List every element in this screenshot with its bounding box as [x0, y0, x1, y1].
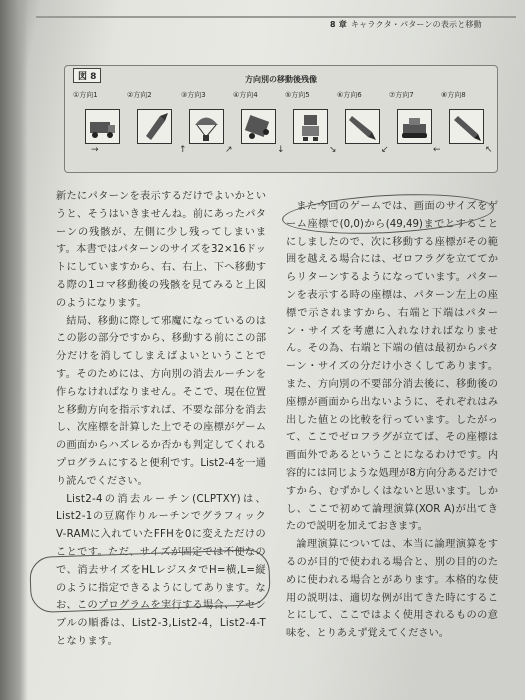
text-line: その範囲を越える場合には、ゼロフラグを — [286, 236, 498, 266]
pattern-box-6 — [345, 109, 380, 144]
text-line: へ移動する際の1コマ移動後の残骸を見て — [56, 262, 267, 291]
pattern-box-8 — [449, 109, 484, 144]
text-line: 結局、移動に際して邪魔になっているの — [66, 315, 256, 327]
pattern-box-1 — [85, 109, 120, 144]
figure-direction-afterimages — [64, 65, 498, 173]
text-line: 的な使用の説明は、適切な例が出てきた時 — [286, 574, 499, 604]
text-line: こで初めて論理演算(XOR A)が出てきたの — [286, 503, 498, 533]
text-line: してあります。なお、このプログラムを実 — [56, 582, 266, 612]
running-header — [330, 19, 482, 30]
text-line: むずかしくはないと思います。しかし、こ — [286, 485, 499, 515]
arrow-icon-3: ↗ — [225, 145, 233, 155]
parachute-sprite-icon — [190, 110, 223, 143]
pattern-box-4 — [241, 109, 276, 144]
right-para-2 — [286, 536, 498, 643]
text-line: List2-1の豆腐作りルーチンでグラフィッ — [56, 511, 256, 523]
direction-label-3: ③方向3 — [181, 91, 206, 99]
text-line: ように、それぞれはみ出した値との比較を — [286, 396, 499, 426]
direction-label-6: ⑥方向6 — [337, 91, 362, 99]
text-line: List2-4の消去ルーチン(CLPTXY)は、 — [66, 493, 266, 505]
text-line: チンを作らなければなりません。そこで、 — [56, 368, 266, 398]
robot-sprite-icon — [294, 110, 327, 143]
text-line: パターンの残骸が、左側に少し残ってしま — [56, 208, 266, 238]
handwritten-circle-annotation — [29, 546, 271, 613]
arrow-icon-6: ↙ — [381, 145, 389, 155]
direction-label-1: ①方向1 — [73, 91, 98, 99]
text-line: するのが目的で使われる場合と、別の目的 — [286, 539, 498, 568]
pattern-box-3 — [189, 109, 224, 144]
right-para-1 — [286, 198, 498, 536]
pattern-box-7 — [397, 109, 432, 144]
direction-label-8: ⑧方向8 — [441, 91, 466, 99]
text-line: いうと、そうはいきませんね。前にあった — [56, 191, 266, 220]
arrow-icon-5: ↘ — [329, 145, 337, 155]
truck-sprite-icon — [86, 110, 119, 143]
text-line: クV-RAMに入れていたFFHを0に変え — [56, 511, 266, 541]
text-line: ゲーム座標で(0,0)から(49,49)までとする — [286, 201, 498, 230]
tank-sprite-icon — [398, 110, 431, 143]
text-line: にすることにして、ここではよく使用され — [286, 592, 499, 622]
figure-label: 図 8 — [73, 68, 101, 83]
text-line: 端はパターン・サイズを考慮に入れなけれ — [286, 307, 499, 337]
text-line: はこの影の部分ですから、移動する前にこ — [56, 315, 266, 345]
text-line: ような処理が8方向分あるだけですから、 — [286, 467, 498, 497]
direction-label-4: ④方向4 — [233, 91, 258, 99]
text-line: は不便なので、消去サイズをHLレジスタ — [56, 546, 267, 576]
text-line: くしてあります。また、方向別の不要部分 — [286, 361, 499, 390]
text-line: 行する場合、アセンブルの順番は、List2-3, — [56, 600, 266, 630]
text-line: みると上図のようになります。 — [56, 279, 267, 309]
arrow-icon-4: ↓ — [277, 145, 285, 155]
book-spine-shadow — [0, 0, 28, 700]
left-para-2 — [56, 313, 266, 491]
text-line: のために使われる場合とがあります。本格 — [286, 556, 499, 586]
text-line: 16ドットにしていますから、右、右上、下 — [56, 244, 266, 274]
text-line: ばなりません。その為、右端と下端の値 — [286, 325, 498, 355]
arrow-icon-2: ↑ — [179, 145, 187, 155]
text-line: 新たにパターンを表示するだけでよいかと — [56, 191, 256, 202]
pattern-box-5 — [293, 109, 328, 144]
direction-label-7: ⑦方向7 — [389, 91, 414, 99]
text-line: の部分だけを消してしまえばよいというこ — [56, 333, 267, 363]
text-line: また今回のゲームでは、画面のサイズを — [296, 201, 488, 212]
direction-label-2: ②方向2 — [127, 91, 152, 99]
arrow-icon-8: ↖ — [485, 145, 493, 155]
chapter-number: 8 章 — [330, 20, 347, 29]
text-line: でH=横,L=縦のように指定できるように — [56, 564, 266, 594]
text-line: 立ててからリターンするようになっていま — [286, 254, 499, 284]
text-line: います。本書ではパターンのサイズを32× — [56, 226, 267, 256]
text-line: List2-4，List2-4-Tとなります。 — [56, 618, 266, 647]
text-line: す。List2-4を一通り読んでください。 — [56, 457, 266, 487]
direction-label-5: ⑤方向5 — [285, 91, 310, 99]
left-para-1 — [56, 188, 266, 313]
pencil-sprite-icon — [450, 110, 483, 143]
vehicle-sprite-icon — [242, 110, 275, 143]
rocket-sprite-icon — [138, 110, 171, 143]
text-line: るものの意味を、とりあえず覚えてください。 — [286, 610, 498, 640]
text-line: 部分を消去し、次座標を計算した上でその — [56, 404, 267, 434]
text-line: 判定してくれるプログラムにすると便利で — [56, 440, 267, 469]
text-line: いうことになるわけです。内容的には同じ — [286, 450, 499, 479]
header-rule — [36, 16, 516, 18]
text-line: 論理演算については、本当に論理演算を — [296, 539, 488, 551]
figure-title: 方向別の移動後残像 — [245, 75, 317, 84]
chapter-title: キャラクタ・パターンの表示と移動 — [350, 20, 482, 29]
text-line: 座標がゲームの画面からハズレるか否かも — [56, 422, 267, 452]
text-line: 現在位置と移動方向を指示すれば、不要な — [56, 386, 266, 416]
pattern-box-2 — [137, 109, 172, 144]
arrow-icon-7: ← — [433, 145, 441, 155]
text-line: 消去後に、移動後の座標が画面から出ない — [286, 378, 499, 408]
arrow-icon-1: → — [91, 145, 99, 155]
text-line: 行っています。したがって、ここでゼロ — [286, 414, 498, 444]
text-line: ン左上の座標で示されますから、右端と下 — [286, 289, 498, 319]
right-column — [286, 198, 498, 643]
text-line: す。パターンを表示する時の座標は、パター — [286, 272, 498, 301]
text-line: ただけのことです。ただ、サイズが固定で — [56, 529, 266, 558]
text-line: ことにしましたので、次に移動する座標が — [286, 218, 499, 248]
text-line: は最初からパターン・サイズの分だけ小さ — [286, 343, 498, 373]
text-line: で説明を加えておきます。 — [306, 521, 428, 533]
text-line: フラグが立てば、その座標は画面外であると — [286, 432, 499, 462]
text-line: とです。そのためには、方向別の消去ルー — [56, 351, 267, 380]
missile-sprite-icon — [346, 110, 379, 143]
